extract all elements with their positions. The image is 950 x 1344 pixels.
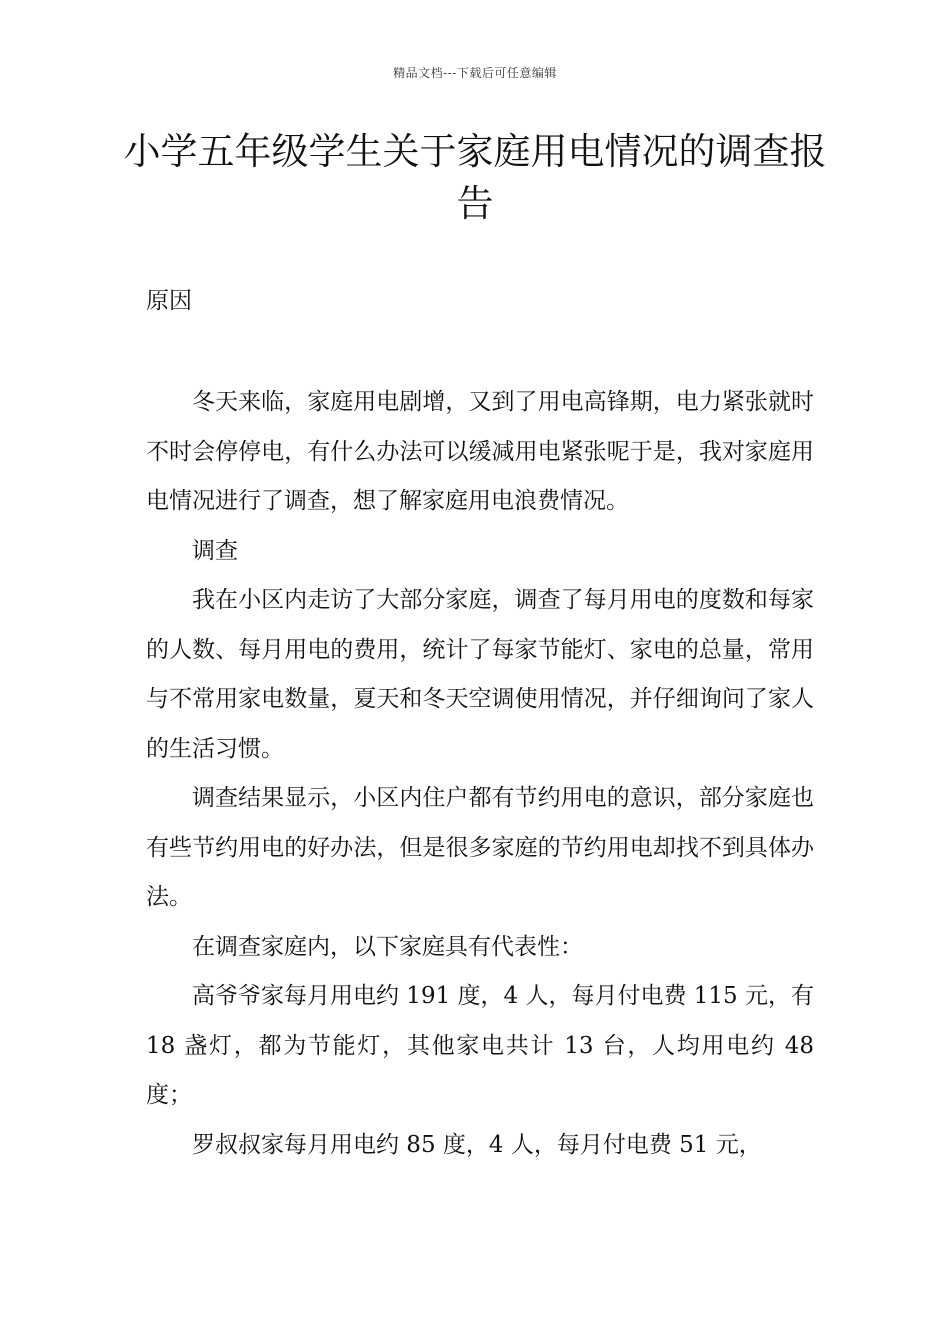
paragraph: 我在小区内走访了大部分家庭，调查了每月用电的度数和每家的人数、每月用电的费用，统计了每家节能灯、家电的总量，常用与不常用家电数量，夏天和冬天空调使用情况，并仔细询问了家人的生活习惯。 bbox=[146, 587, 814, 762]
document-title: 小学五年级学生关于家庭用电情况的调查报告 bbox=[123, 130, 827, 225]
section-label-reason: 原因 bbox=[146, 288, 192, 314]
header-note: 精品文档---下载后可任意编辑 bbox=[393, 66, 557, 80]
paragraph: 在调查家庭内，以下家庭具有代表性： bbox=[192, 933, 583, 960]
document-body bbox=[146, 378, 814, 1170]
paragraph-heading: 调查 bbox=[192, 537, 238, 564]
paragraph: 冬天来临，家庭用电剧增，又到了用电高锋期，电力紧张就时不时会停停电，有什么办法可以缓减用电紧张呢于是，我对家庭用电情况进行了调查，想了解家庭用电浪费情况。 bbox=[146, 389, 814, 514]
paragraph: 调查结果显示，小区内住户都有节约用电的意识，部分家庭也有些节约用电的好办法，但是很多家庭的节约用电却找不到具体办法。 bbox=[146, 785, 814, 910]
paragraph: 罗叔叔家每月用电约 85 度，4 人，每月付电费 51 元， bbox=[192, 1131, 762, 1158]
paragraph: 高爷爷家每月用电约 191 度，4 人，每月付电费 115 元，有 18 盏灯，都为节能灯，其他家电共计 13 台，人均用电约 48 度； bbox=[146, 983, 814, 1108]
